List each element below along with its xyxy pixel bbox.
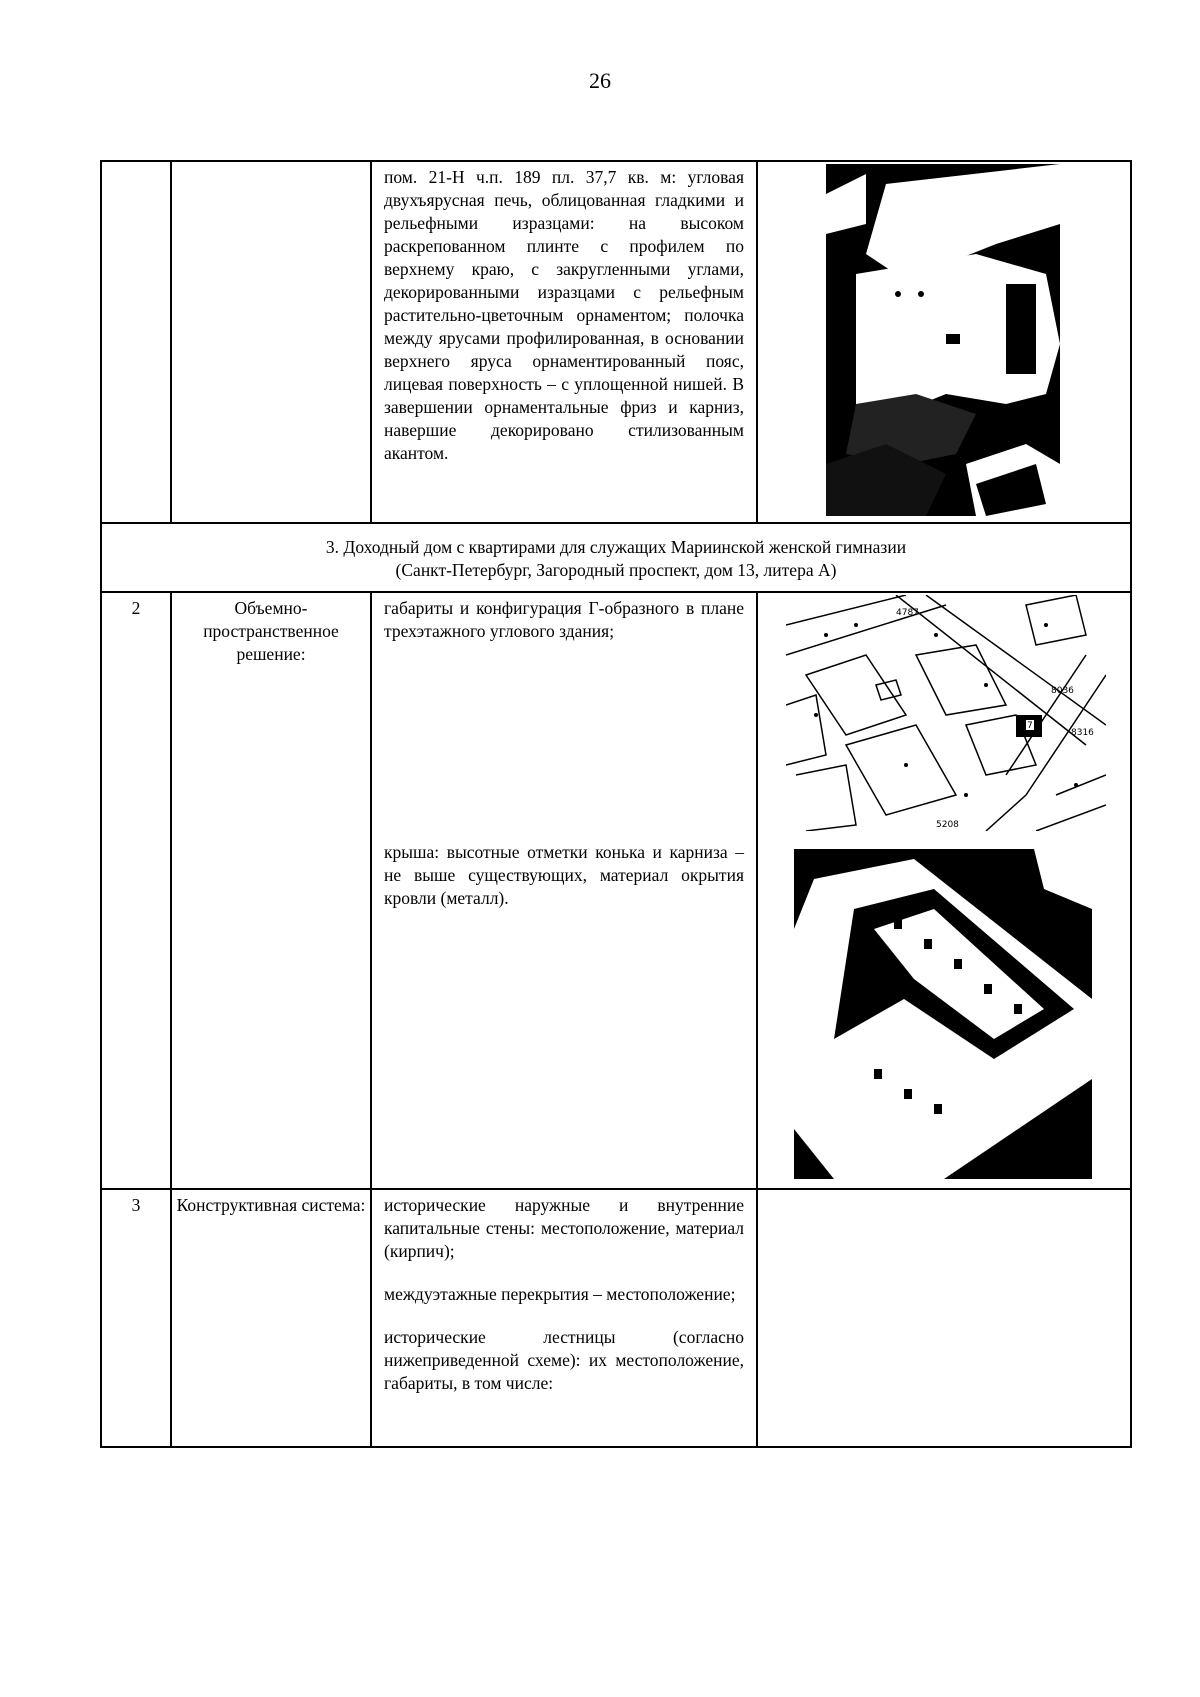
section-header-row	[101, 523, 1131, 592]
map-label-building: 7	[1027, 721, 1033, 731]
map-label-4787: 4787	[896, 608, 919, 618]
construct-image-cell	[757, 1189, 1131, 1447]
page-number: 26	[589, 68, 611, 93]
section-title-line2: (Санкт-Петербург, Загородный проспект, дом 13, литера А)	[395, 560, 837, 580]
map-label-8316: 8316	[1071, 728, 1094, 738]
section-title-line1: 3. Доходный дом с квартирами для служащих Мариинской женской гимназии	[325, 537, 907, 557]
stove-description: пом. 21-Н ч.п. 189 пл. 37,7 кв. м: угловая двухъярусная печь, облицованная гладкими и рельефными изразцами: на высоком раскрепованном плинте с профилем по верхнему краю, с закругленными углами, декорированными изразцами с рельефным растительно-цветочным орнаментом; полочка между ярусами профилированная, в основании верхнего яруса орнаментированный пояс, лицевая поверхность – с уплощенной нишей. В завершении орнаментальные фриз и карниз, навершие декорировано стилизованным акантом.	[371, 161, 757, 523]
volume-images-cell	[757, 592, 1131, 1189]
row-number: 3	[101, 1189, 171, 1447]
row-label	[171, 161, 371, 523]
stove-photo	[826, 164, 1060, 516]
volume-description: габариты и конфигурация Г-образного в плане трехэтажного углового здания; крыша: высотные отметки конька и карниза – не выше существующих, материал окрытия кровли (металл).	[371, 592, 757, 1189]
construct-description: исторические наружные и внутренние капитальные стены: местоположение, материал (кирпич); междуэтажные перекрытия – местоположение; исторические лестницы (согласно нижеприведенной схеме): их местоположение, габариты, в том числе:	[371, 1189, 757, 1447]
map-label-5208: 5208	[936, 820, 959, 830]
section-title	[101, 523, 1131, 592]
row-number: 2	[101, 592, 171, 1189]
row-label: Конструктивная система:	[171, 1189, 371, 1447]
protected-items-table	[100, 160, 1132, 1448]
row-number	[101, 161, 171, 523]
table-row-volume	[101, 592, 1131, 1189]
row-label: Объемно-пространственное решение:	[171, 592, 371, 1189]
map-label-8036: 8036	[1051, 686, 1074, 696]
aerial-photo	[794, 849, 1092, 1179]
table-row-construct	[101, 1189, 1131, 1447]
table-row-stove	[101, 161, 1131, 523]
stove-photo-cell	[757, 161, 1131, 523]
site-plan-map	[786, 595, 1106, 831]
